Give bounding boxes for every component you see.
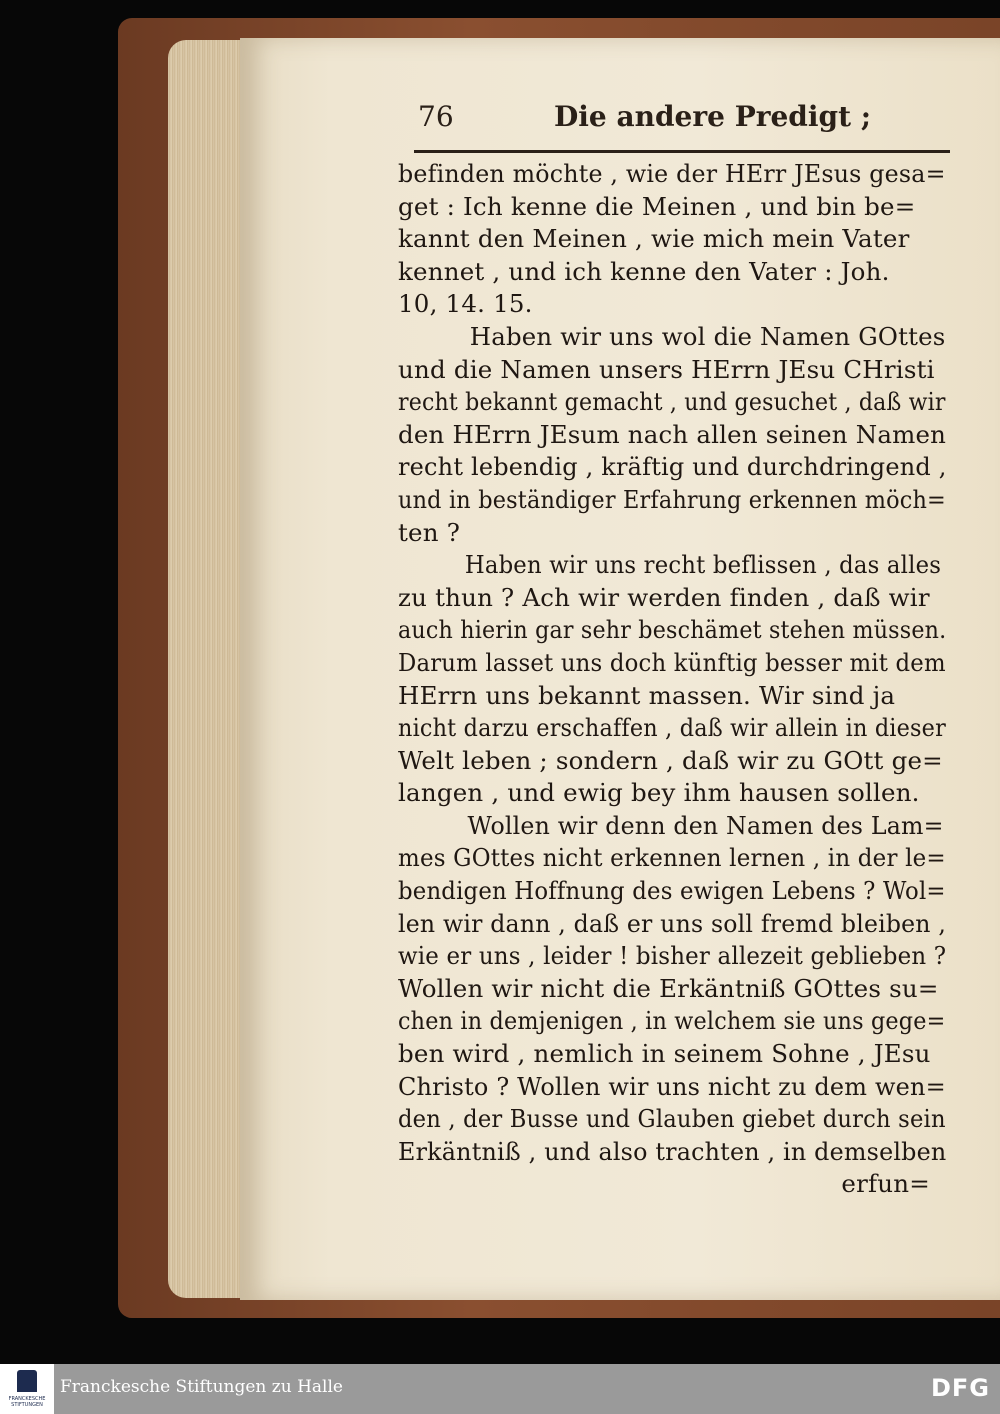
running-head xyxy=(414,100,954,144)
text-line: Erkäntniß , und also trachten , in demselben xyxy=(398,1136,947,1166)
header-rule xyxy=(414,150,950,153)
text-line: erfun= xyxy=(841,1169,930,1199)
text-line: Christo ? Wollen wir uns nicht zu dem wen= xyxy=(398,1071,946,1101)
text-line: und in beständiger Erfahrung erkennen möch= xyxy=(398,484,946,514)
text-line: HErrn uns bekannt massen. Wir sind ja xyxy=(398,680,896,710)
running-title: Die andere Predigt ; xyxy=(554,100,872,133)
text-line: Welt leben ; sondern , daß wir zu GOtt ge= xyxy=(398,745,943,775)
page-edges xyxy=(168,40,248,1298)
text-line: langen , und ewig bey ihm hausen sollen. xyxy=(398,778,920,808)
text-line: kannt den Meinen , wie mich mein Vater xyxy=(398,224,910,254)
text-line: chen in demjenigen , in welchem sie uns gege= xyxy=(398,1006,946,1036)
text-line: 10, 14. 15. xyxy=(398,289,533,319)
text-line: befinden möchte , wie der HErr JEsus gesa= xyxy=(398,159,946,188)
text-line: recht bekannt gemacht , und gesuchet , daß wir xyxy=(398,387,946,417)
text-line: auch hierin gar sehr beschämet stehen müssen. xyxy=(398,615,947,645)
text-line: kennet , und ich kenne den Vater : Joh. xyxy=(398,256,890,286)
text-line: get : Ich kenne die Meinen , und bin be= xyxy=(398,191,916,221)
text-line: wie er uns , leider ! bisher allezeit geblieben ? xyxy=(398,941,947,971)
text-line: Darum lasset uns doch künftig besser mit dem xyxy=(398,647,946,677)
franckesche-logo[interactable] xyxy=(0,1364,54,1414)
dfg-logo[interactable]: DFG xyxy=(930,1374,990,1402)
institution-link[interactable]: Franckesche Stiftungen zu Halle xyxy=(60,1377,343,1397)
text-line: Wollen wir denn den Namen des Lam= xyxy=(467,810,944,840)
footer-bar xyxy=(0,1364,1000,1414)
text-line: den , der Busse und Glauben giebet durch sein xyxy=(398,1104,946,1134)
building-icon xyxy=(17,1370,37,1392)
text-line: zu thun ? Ach wir werden finden , daß wir xyxy=(398,582,930,612)
text-line: nicht darzu erschaffen , daß wir allein in dieser xyxy=(398,713,946,743)
text-line: ben wird , nemlich in seinem Sohne , JEsu xyxy=(398,1039,931,1069)
text-line: Haben wir uns recht beflissen , das alles xyxy=(464,550,942,580)
text-line: len wir dann , daß er uns soll fremd bleiben , xyxy=(398,908,947,938)
page-number: 76 xyxy=(418,100,454,133)
text-line: den HErrn JEsum nach allen seinen Namen xyxy=(398,419,947,449)
text-line: recht lebendig , kräftig und durchdringend , xyxy=(398,452,947,482)
logo-lettering: FRANCKESCHE STIFTUNGEN xyxy=(8,1396,46,1408)
body-text xyxy=(398,158,946,1201)
text-line: Haben wir uns wol die Namen GOttes xyxy=(469,321,946,351)
text-line: mes GOttes nicht erkennen lernen , in der le= xyxy=(398,843,946,873)
text-line: Wollen wir nicht die Erkäntniß GOttes su= xyxy=(398,973,939,1003)
text-line: bendigen Hoffnung des ewigen Lebens ? Wol= xyxy=(398,876,946,906)
text-line: und die Namen unsers HErrn JEsu CHristi xyxy=(398,354,935,384)
text-line: ten ? xyxy=(398,517,461,547)
